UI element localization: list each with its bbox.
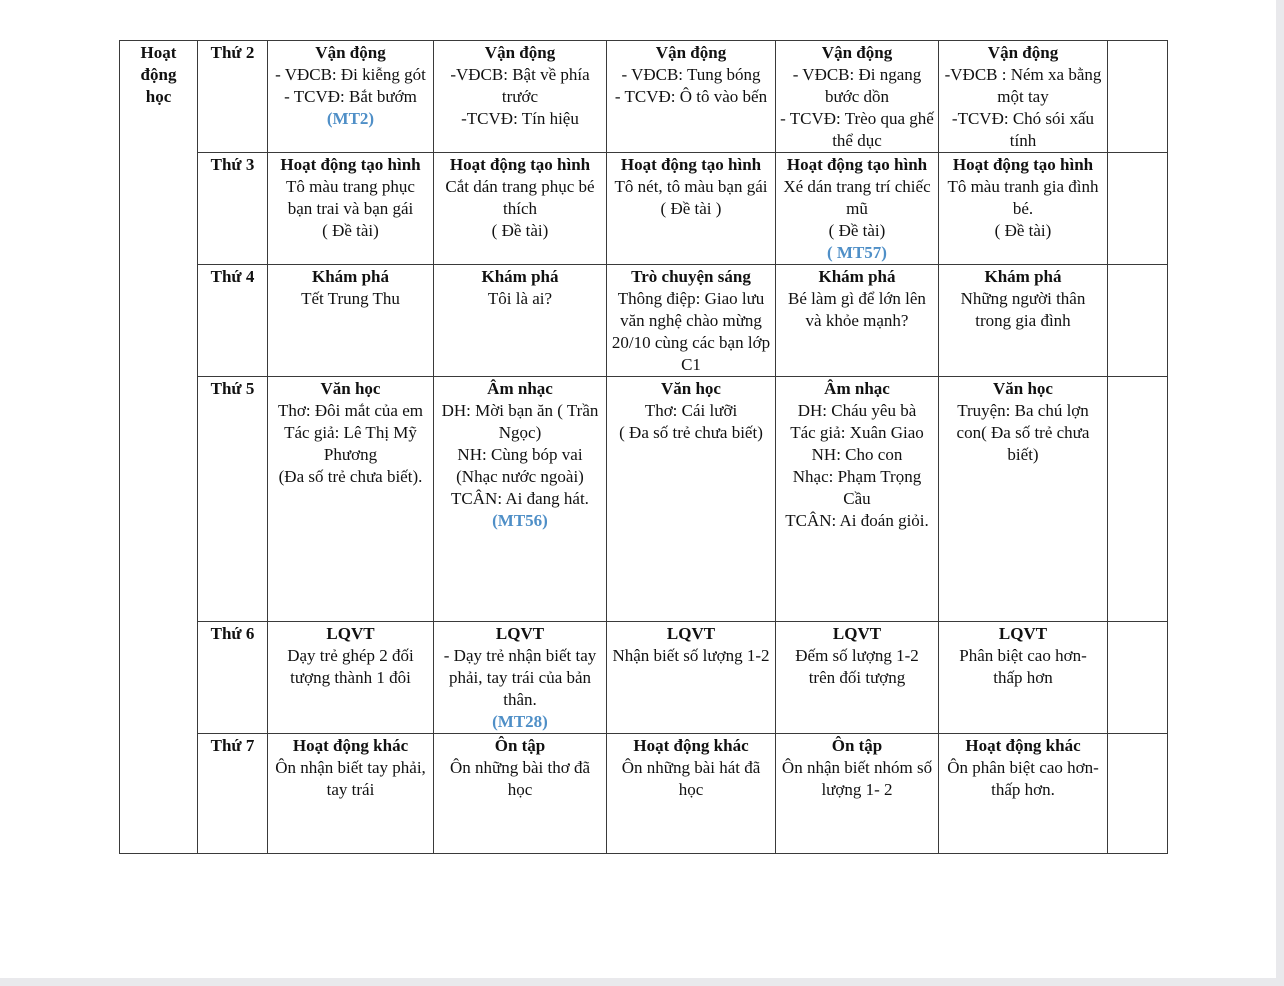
- activity-subject: Khám phá: [312, 267, 389, 286]
- activity-cell: [268, 153, 434, 265]
- activity-detail: Ôn phân biệt cao hơn- thấp hơn.: [947, 758, 1099, 799]
- notes-cell: [1108, 265, 1168, 377]
- activity-cell: [434, 622, 607, 734]
- activity-cell: [776, 734, 939, 854]
- activity-detail: Tác giả: Lê Thị Mỹ Phương: [284, 423, 417, 464]
- activity-detail: TCÂN: Ai đang hát.: [451, 489, 589, 508]
- activity-subject: Hoạt động tạo hình: [449, 155, 591, 174]
- activity-detail: - TCVĐ: Trèo qua ghế thể dục: [780, 109, 934, 150]
- notes-cell: [1108, 622, 1168, 734]
- activity-cell: [434, 734, 607, 854]
- notes-cell: [1108, 734, 1168, 854]
- table-row: [120, 41, 1168, 153]
- activity-subject: Hoạt động khác: [633, 736, 749, 755]
- activity-detail: TCÂN: Ai đoán giỏi.: [785, 511, 929, 530]
- activity-detail: Đếm số lượng 1-2 trên đối tượng: [795, 646, 919, 687]
- activity-subject: Văn học: [993, 379, 1053, 398]
- activity-cell: [939, 734, 1108, 854]
- activity-cell: [268, 622, 434, 734]
- activity-cell: [607, 377, 776, 622]
- activity-detail: Bé làm gì để lớn lên và khỏe mạnh?: [788, 289, 926, 330]
- activity-detail: Nhận biết số lượng 1-2: [612, 646, 770, 665]
- activity-detail: ( Đề tài): [994, 221, 1052, 240]
- activity-detail: - VĐCB: Tung bóng: [621, 65, 761, 84]
- day-label: Thứ 3: [198, 153, 268, 265]
- activity-cell: [268, 734, 434, 854]
- activity-detail: -TCVĐ: Tín hiệu: [461, 109, 579, 128]
- activity-cell: [776, 622, 939, 734]
- activity-detail: - VĐCB: Đi ngang bước dồn: [792, 65, 922, 106]
- activity-subject: Vận động: [655, 43, 727, 62]
- activity-detail: Truyện: Ba chú lợn con( Đa số trẻ chưa biết): [956, 401, 1090, 464]
- day-label: Thứ 5: [198, 377, 268, 622]
- activity-cell: [607, 734, 776, 854]
- activity-detail: ( Đa số trẻ chưa biết): [619, 423, 763, 442]
- activity-detail: Tô màu trang phục bạn trai và bạn gái: [286, 177, 415, 218]
- activity-detail: - VĐCB: Đi kiễng gót: [275, 65, 426, 84]
- activity-subject: Vận động: [484, 43, 556, 62]
- activity-detail: -VĐCB: Bật về phía trước: [450, 65, 590, 106]
- activity-subject: Vận động: [821, 43, 893, 62]
- group-label-word: học: [145, 87, 172, 106]
- activity-detail: Tết Trung Thu: [301, 289, 400, 308]
- activity-subject: LQVT: [998, 624, 1048, 643]
- activity-detail: Thơ: Cái lưỡi: [644, 401, 738, 420]
- objective-code: ( MT57): [827, 243, 887, 262]
- activity-cell: [776, 153, 939, 265]
- activity-cell: [434, 41, 607, 153]
- activity-subject: Văn học: [320, 379, 381, 398]
- activity-detail: Xé dán trang trí chiếc mũ: [783, 177, 931, 218]
- activity-subject: Khám phá: [481, 267, 559, 286]
- activity-detail: Cắt dán trang phục bé thích: [445, 177, 595, 218]
- activity-detail: Phân biệt cao hơn- thấp hơn: [959, 646, 1087, 687]
- activity-subject: Âm nhạc: [824, 379, 890, 398]
- activity-detail: ( Đề tài): [828, 221, 886, 240]
- activity-detail: (Đa số trẻ chưa biết).: [278, 467, 423, 486]
- activity-subject: Hoạt động tạo hình: [280, 155, 421, 174]
- activity-detail: NH: Cho con: [811, 445, 903, 464]
- weekly-activity-table: [119, 40, 1168, 854]
- activity-detail: DH: Cháu yêu bà: [797, 401, 917, 420]
- activity-cell: [607, 153, 776, 265]
- activity-subject: Vận động: [315, 43, 386, 62]
- activity-detail: -TCVĐ: Chó sói xấu tính: [951, 109, 1095, 150]
- objective-code: (MT2): [326, 109, 375, 128]
- activity-detail: Những người thân trong gia đình: [960, 289, 1086, 330]
- table-row: [120, 734, 1168, 854]
- activity-detail: Tác giả: Xuân Giao: [790, 423, 924, 442]
- activity-detail: Nhạc: Phạm Trọng Cầu: [792, 467, 922, 508]
- activity-detail: Thông điệp: Giao lưu văn nghệ chào mừng 20/10 cùng các bạn lớp C1: [611, 289, 771, 374]
- activity-detail: - TCVĐ: Ô tô vào bến: [614, 87, 768, 106]
- day-label: Thứ 7: [198, 734, 268, 854]
- activity-detail: - Dạy trẻ nhận biết tay phải, tay trái của bản thân.: [443, 646, 597, 709]
- activity-cell: [268, 41, 434, 153]
- activity-detail: -VĐCB : Ném xa bằng một tay: [944, 65, 1102, 106]
- activity-detail: - TCVĐ: Bắt bướm: [284, 87, 417, 106]
- activity-subject: Văn học: [661, 379, 721, 398]
- activity-subject: LQVT: [495, 624, 545, 643]
- table-row: [120, 377, 1168, 622]
- activity-cell: [939, 265, 1108, 377]
- activity-detail: ( Đề tài): [491, 221, 549, 240]
- table-row: [120, 622, 1168, 734]
- activity-cell: [268, 265, 434, 377]
- notes-cell: [1108, 377, 1168, 622]
- activity-subject: Khám phá: [984, 267, 1062, 286]
- activity-subject: Hoạt động khác: [965, 736, 1081, 755]
- activity-subject: Ôn tập: [494, 736, 546, 755]
- activity-detail: NH: Cùng bóp vai (Nhạc nước ngoài): [456, 445, 584, 486]
- table-row: [120, 265, 1168, 377]
- activity-detail: Tôi là ai?: [487, 289, 553, 308]
- activity-subject: LQVT: [666, 624, 716, 643]
- activity-cell: [607, 265, 776, 377]
- activity-subject: Hoạt động tạo hình: [620, 155, 762, 174]
- activity-cell: [268, 377, 434, 622]
- activity-cell: [939, 41, 1108, 153]
- table-row: [120, 153, 1168, 265]
- day-label: Thứ 4: [198, 265, 268, 377]
- activity-subject: LQVT: [326, 624, 375, 643]
- activity-cell: [939, 622, 1108, 734]
- activity-detail: DH: Mời bạn ăn ( Trần Ngọc): [441, 401, 599, 442]
- group-label-cell: [120, 41, 198, 854]
- day-label: Thứ 6: [198, 622, 268, 734]
- activity-detail: Tô màu tranh gia đình bé.: [947, 177, 1099, 218]
- activity-detail: Tô nét, tô màu bạn gái: [614, 177, 768, 196]
- activity-subject: LQVT: [832, 624, 882, 643]
- activity-subject: Hoạt động khác: [292, 736, 409, 755]
- objective-code: (MT56): [492, 511, 548, 530]
- activity-detail: Ôn những bài hát đã học: [621, 758, 761, 799]
- group-label-word: Hoạt: [140, 43, 177, 62]
- notes-cell: [1108, 153, 1168, 265]
- group-label-word: động: [140, 65, 177, 84]
- activity-detail: Ôn những bài thơ đã học: [449, 758, 591, 799]
- activity-subject: Hoạt động tạo hình: [952, 155, 1094, 174]
- activity-subject: Vận động: [987, 43, 1059, 62]
- activity-subject: Hoạt động tạo hình: [786, 155, 928, 174]
- activity-cell: [434, 153, 607, 265]
- activity-detail: Thơ: Đôi mắt của em: [278, 401, 423, 420]
- objective-code: (MT28): [492, 712, 548, 731]
- activity-detail: ( Đề tài ): [660, 199, 722, 218]
- activity-cell: [607, 622, 776, 734]
- notes-cell: [1108, 41, 1168, 153]
- activity-subject: Khám phá: [818, 267, 896, 286]
- activity-subject: Âm nhạc: [487, 379, 553, 398]
- activity-cell: [939, 377, 1108, 622]
- activity-detail: Ôn nhận biết nhóm số lượng 1- 2: [781, 758, 933, 799]
- activity-cell: [434, 377, 607, 622]
- activity-cell: [776, 41, 939, 153]
- activity-cell: [776, 265, 939, 377]
- activity-cell: [776, 377, 939, 622]
- activity-cell: [434, 265, 607, 377]
- activity-cell: [939, 153, 1108, 265]
- activity-subject: Trò chuyện sáng: [631, 267, 751, 286]
- activity-subject: Ôn tập: [831, 736, 883, 755]
- day-label: Thứ 2: [198, 41, 268, 153]
- activity-cell: [607, 41, 776, 153]
- activity-detail: Dạy trẻ ghép 2 đối tượng thành 1 đôi: [287, 646, 414, 687]
- activity-detail: ( Đề tài): [322, 221, 379, 240]
- activity-detail: Ôn nhận biết tay phải, tay trái: [275, 758, 426, 799]
